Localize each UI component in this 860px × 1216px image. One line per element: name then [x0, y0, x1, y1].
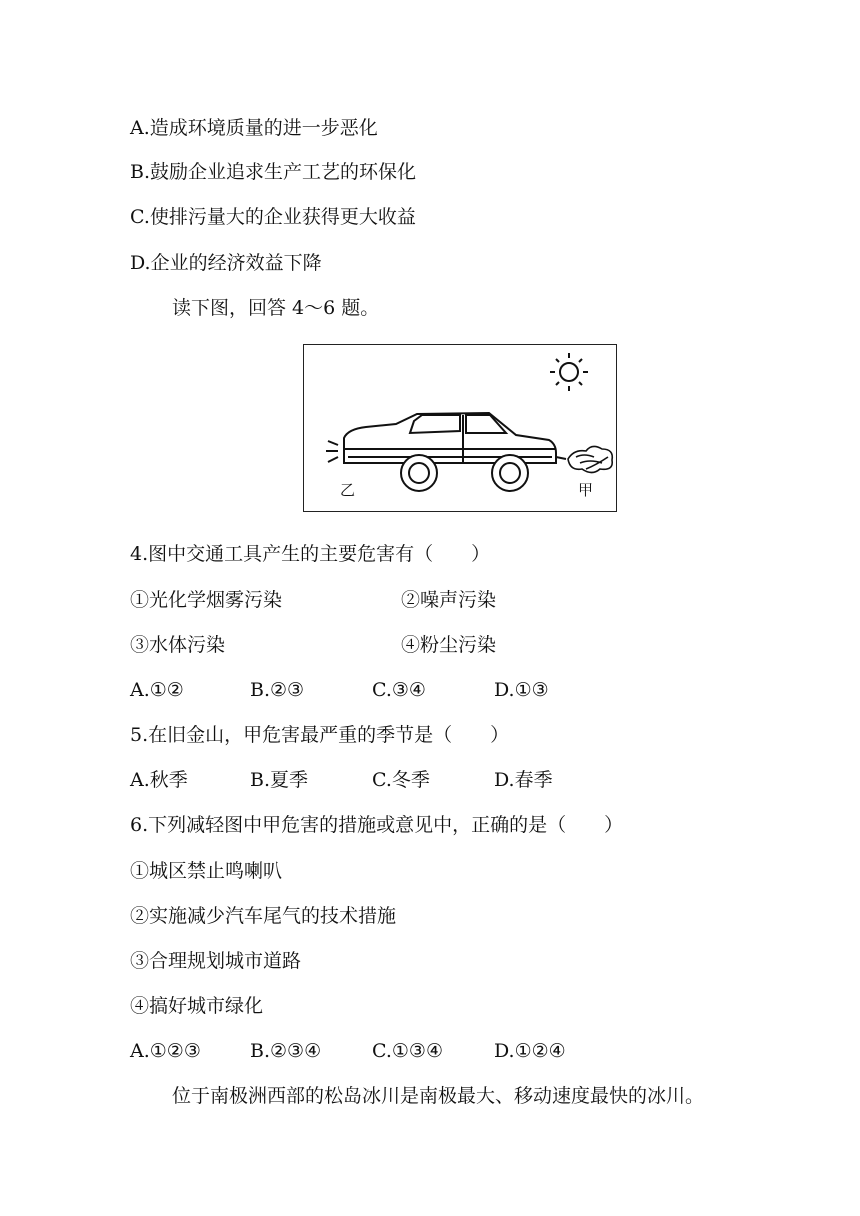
q6-option-d: D.①②④	[494, 1040, 566, 1062]
q6-option-b: B.②③④	[250, 1040, 322, 1062]
label-exhaust-jia: 甲	[578, 481, 594, 499]
headlight-icon	[326, 441, 338, 462]
q4-item-4: ④粉尘污染	[401, 634, 497, 656]
q5-stem: 5.在旧金山，甲危害最严重的季节是（ ）	[130, 724, 510, 746]
q6-item-1: ①城区禁止鸣喇叭	[130, 860, 283, 882]
q4-option-a: A.①②	[130, 679, 184, 701]
label-front-yi: 乙	[340, 481, 356, 499]
car-pollution-figure	[303, 344, 617, 512]
q5-option-a: A.秋季	[130, 769, 188, 791]
q3-option-b: B.鼓励企业追求生产工艺的环保化	[130, 161, 417, 183]
exhaust-cloud-icon	[568, 446, 612, 472]
q6-item-4: ④搞好城市绿化	[130, 995, 264, 1017]
q4-item-3: ③水体污染	[130, 634, 226, 656]
q4-option-c: C.③④	[372, 679, 426, 701]
q3-option-a: A.造成环境质量的进一步恶化	[130, 117, 378, 139]
q6-option-c: C.①③④	[372, 1040, 443, 1062]
sun-icon	[550, 353, 588, 391]
figure-intro: 读下图，回答 4～6 题。	[172, 297, 380, 319]
q5-option-b: B.夏季	[250, 769, 309, 791]
car-icon	[344, 413, 566, 491]
q4-option-b: B.②③	[250, 679, 305, 701]
q3-option-c: C.使排污量大的企业获得更大收益	[130, 206, 416, 228]
q5-option-d: D.春季	[494, 769, 553, 791]
q4-option-d: D.①③	[494, 679, 549, 701]
q4-item-2: ②噪声污染	[401, 589, 497, 611]
q5-option-c: C.冬季	[372, 769, 430, 791]
q6-option-a: A.①②③	[130, 1040, 201, 1062]
q3-option-d: D.企业的经济效益下降	[130, 252, 322, 274]
trailing-paragraph: 位于南极洲西部的松岛冰川是南极最大、移动速度最快的冰川。	[172, 1085, 705, 1107]
q4-stem: 4.图中交通工具产生的主要危害有（ ）	[130, 543, 491, 565]
q6-stem: 6.下列减轻图中甲危害的措施或意见中，正确的是（ ）	[130, 814, 624, 836]
q4-item-1: ①光化学烟雾污染	[130, 589, 283, 611]
q6-item-2: ②实施减少汽车尾气的技术措施	[130, 905, 397, 927]
q6-item-3: ③合理规划城市道路	[130, 950, 302, 972]
